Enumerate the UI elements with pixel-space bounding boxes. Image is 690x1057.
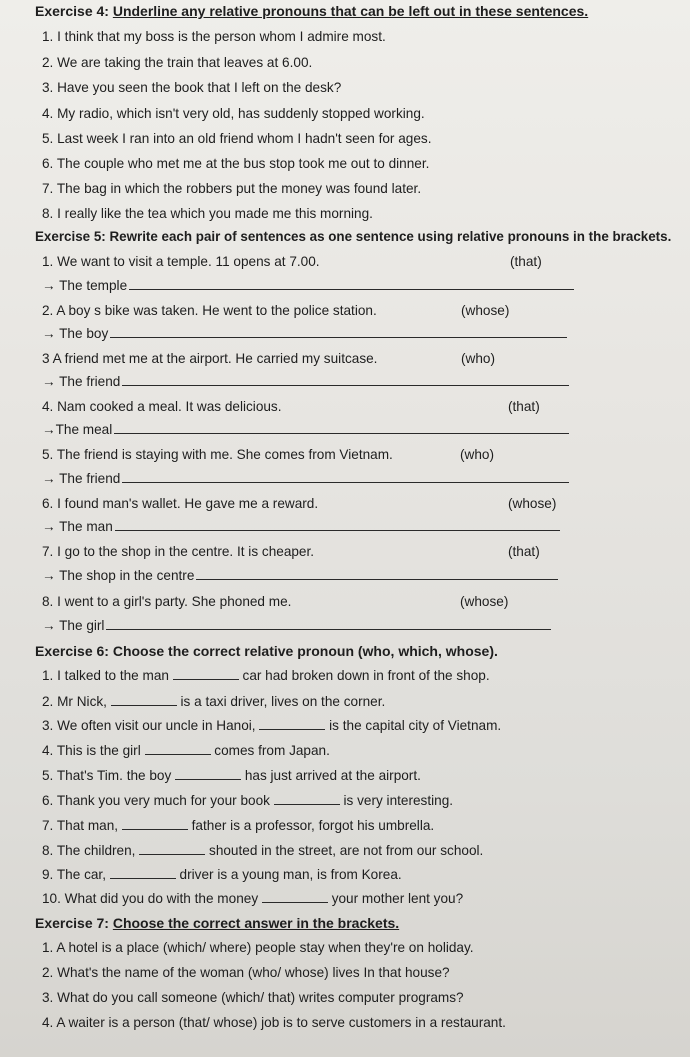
ex6-item-9-start: 9. The car, — [42, 867, 106, 882]
ex5-question-5: 5. The friend is staying with me. She comes from Vietnam. — [42, 447, 393, 462]
ex6-item-4 — [42, 742, 330, 760]
ex5-answer-2-prefix: → The boy — [42, 326, 109, 341]
ex6-item-1-start: 1. I talked to the man — [42, 668, 169, 683]
ex5-answer-1 — [42, 277, 574, 295]
ex6-item-6-start: 6. Thank you very much for your book — [42, 793, 270, 808]
ex6-item-3-start: 3. We often visit our uncle in Hanoi, — [42, 718, 256, 733]
ex4-item-7: 7. The bag in which the robbers put the money was found later. — [42, 181, 422, 196]
ex5-hint-1: (that) — [510, 254, 542, 269]
ex6-item-10-start: 10. What did you do with the money — [42, 891, 259, 906]
ex6-item-8-start: 8. The children, — [42, 843, 136, 858]
ex5-answer-3 — [42, 373, 569, 391]
ex6-item-7 — [42, 817, 434, 835]
exercise-5-title: Exercise 5: Rewrite each pair of sentences as one sentence using relative pronouns in the brackets. — [35, 229, 672, 244]
ex6-item-2-start: 2. Mr Nick, — [42, 694, 107, 709]
ex7-item-2: 2. What's the name of the woman (who/ whose) lives In that house? — [42, 965, 450, 980]
ex5-answer-7 — [42, 567, 558, 585]
exercise-7-instruction: Choose the correct answer in the brackets. — [112, 915, 400, 931]
ex5-answer-4-blank[interactable] — [114, 421, 569, 434]
ex5-question-7: 7. I go to the shop in the centre. It is cheaper. — [42, 544, 315, 559]
ex7-item-1: 1. A hotel is a place (which/ where) people stay when they're on holiday. — [42, 940, 474, 955]
ex5-answer-3-prefix: → The friend — [42, 374, 121, 389]
ex5-question-8: 8. I went to a girl's party. She phoned me. — [42, 594, 292, 609]
ex6-item-6-blank[interactable] — [274, 792, 340, 805]
ex5-answer-5-prefix: → The friend — [42, 471, 121, 486]
ex6-item-8-blank[interactable] — [139, 842, 205, 855]
exercise-4-title — [35, 2, 588, 20]
ex6-item-3-blank[interactable] — [259, 717, 325, 730]
ex5-answer-6-prefix: → The man — [42, 519, 113, 534]
ex4-item-8: 8. I really like the tea which you made me this morning. — [42, 206, 373, 221]
ex6-item-1-end: car had broken down in front of the shop. — [242, 668, 490, 683]
ex6-item-9-end: driver is a young man, is from Korea. — [179, 867, 402, 882]
ex5-answer-2-blank[interactable] — [110, 325, 567, 338]
ex5-question-6: 6. I found man's wallet. He gave me a reward. — [42, 496, 319, 511]
ex5-answer-8 — [42, 617, 551, 635]
ex6-item-2 — [42, 693, 385, 711]
ex6-item-5-end: has just arrived at the airport. — [244, 768, 421, 783]
ex5-question-3: 3 A friend met me at the airport. He carried my suitcase. — [42, 351, 378, 366]
ex5-answer-4-prefix: →The meal — [42, 422, 113, 437]
ex6-item-10 — [42, 890, 463, 908]
ex4-item-6: 6. The couple who met me at the bus stop took me out to dinner. — [42, 156, 430, 171]
ex5-hint-4: (that) — [508, 399, 540, 414]
ex6-item-5-start: 5. That's Tim. the boy — [42, 768, 172, 783]
ex5-answer-1-prefix: → The temple — [42, 278, 128, 293]
ex6-item-7-end: father is a professor, forgot his umbrella. — [191, 818, 435, 833]
ex5-hint-2: (whose) — [461, 303, 510, 318]
ex5-answer-2 — [42, 325, 567, 343]
ex5-answer-8-prefix: → The girl — [42, 618, 105, 633]
ex6-item-7-start: 7. That man, — [42, 818, 119, 833]
ex5-answer-7-prefix: → The shop in the centre — [42, 568, 195, 583]
ex4-item-5: 5. Last week I ran into an old friend whom I hadn't seen for ages. — [42, 131, 432, 146]
ex6-item-8-end: shouted in the street, are not from our school. — [209, 843, 484, 858]
ex5-answer-1-blank[interactable] — [129, 277, 574, 290]
ex5-question-2: 2. A boy s bike was taken. He went to the police station. — [42, 303, 377, 318]
ex5-answer-7-blank[interactable] — [196, 567, 558, 580]
ex5-answer-6-blank[interactable] — [115, 518, 560, 531]
ex6-item-3 — [42, 717, 501, 735]
ex6-item-1-blank[interactable] — [173, 667, 239, 680]
ex6-item-2-blank[interactable] — [111, 693, 177, 706]
exercise-7-title — [35, 914, 399, 932]
ex6-item-6-end: is very interesting. — [343, 793, 454, 808]
ex5-hint-5: (who) — [460, 447, 494, 462]
ex6-item-2-end: is a taxi driver, lives on the corner. — [180, 694, 386, 709]
ex6-item-9-blank[interactable] — [110, 866, 176, 879]
ex6-item-4-blank[interactable] — [145, 742, 211, 755]
ex5-hint-6: (whose) — [508, 496, 557, 511]
ex7-item-3: 3. What do you call someone (which/ that) writes computer programs? — [42, 990, 464, 1005]
ex5-question-4: 4. Nam cooked a meal. It was delicious. — [42, 399, 282, 414]
ex5-answer-6 — [42, 518, 560, 536]
ex6-item-6 — [42, 792, 453, 810]
ex6-item-5 — [42, 767, 421, 785]
ex6-item-10-blank[interactable] — [262, 890, 328, 903]
exercise-4-instruction: Underline any relative pronouns that can be left out in these sentences. — [112, 3, 589, 19]
ex4-item-3: 3. Have you seen the book that I left on the desk? — [42, 80, 342, 95]
ex5-answer-5 — [42, 470, 569, 488]
ex5-answer-4 — [42, 421, 569, 439]
ex7-item-4: 4. A waiter is a person (that/ whose) job is to serve customers in a restaurant. — [42, 1015, 506, 1030]
ex6-item-5-blank[interactable] — [175, 767, 241, 780]
exercise-4-label: Exercise 4: — [35, 3, 113, 19]
ex4-item-4: 4. My radio, which isn't very old, has suddenly stopped working. — [42, 106, 425, 121]
ex5-answer-5-blank[interactable] — [122, 470, 569, 483]
ex4-item-1: 1. I think that my boss is the person whom I admire most. — [42, 29, 386, 44]
ex5-hint-7: (that) — [508, 544, 540, 559]
exercise-7-label: Exercise 7: — [35, 915, 113, 931]
ex6-item-7-blank[interactable] — [122, 817, 188, 830]
ex6-item-3-end: is the capital city of Vietnam. — [329, 718, 502, 733]
ex5-answer-3-blank[interactable] — [122, 373, 569, 386]
ex6-item-4-start: 4. This is the girl — [42, 743, 141, 758]
ex5-answer-8-blank[interactable] — [106, 617, 551, 630]
ex4-item-2: 2. We are taking the train that leaves at 6.00. — [42, 55, 313, 70]
ex6-item-10-end: your mother lent you? — [331, 891, 464, 906]
ex5-hint-8: (whose) — [460, 594, 509, 609]
ex6-item-9 — [42, 866, 402, 884]
ex5-question-1: 1. We want to visit a temple. 11 opens at 7.00. — [42, 254, 320, 269]
ex5-hint-3: (who) — [461, 351, 495, 366]
ex6-item-4-end: comes from Japan. — [214, 743, 330, 758]
exercise-6-title: Exercise 6: Choose the correct relative pronoun (who, which, whose). — [35, 643, 498, 659]
ex6-item-1 — [42, 667, 490, 685]
ex6-item-8 — [42, 842, 483, 860]
